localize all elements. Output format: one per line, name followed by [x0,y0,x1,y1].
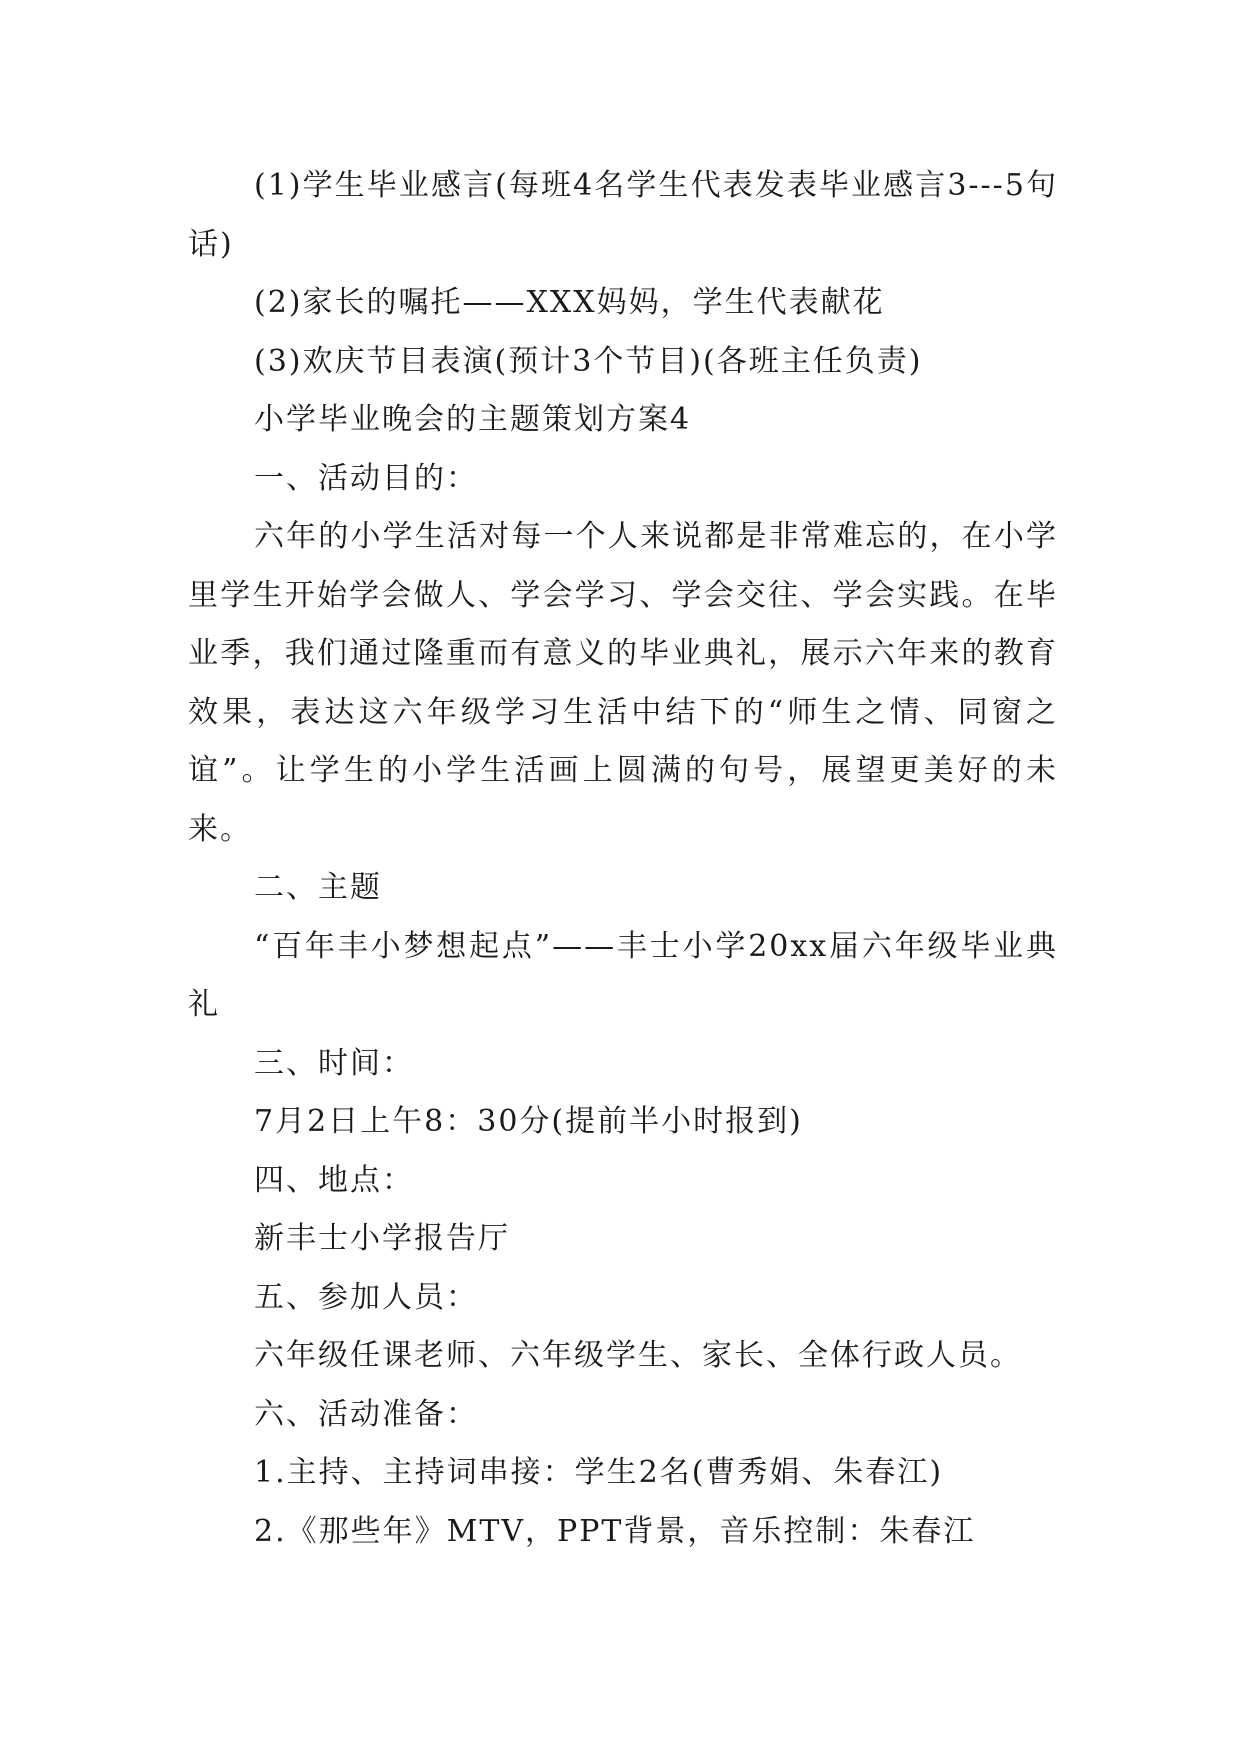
heading-participants: 五、参加人员： [254,1279,478,1315]
heading-activity-purpose: 一、活动目的： [254,460,478,496]
paragraph-theme: “百年丰小梦想起点”——丰士小学20xx届六年级毕业典礼 [188,928,1058,1022]
heading-time: 三、时间： [254,1045,414,1081]
paragraph-time: 7月2日上午8：30分(提前半小时报到) [254,1104,803,1139]
paragraph-preparation-hosts: 1.主持、主持词串接：学生2名(曹秀娟、朱春江) [254,1455,944,1490]
paragraph-activity-purpose: 六年的小学生活对每一个人来说都是非常难忘的，在小学里学生开始学会做人、学会学习、学会交往、学会实践。在毕业季，我们通过隆重而有意义的毕业典礼，展示六年来的教育效果，表达这六年级学习生活中结下的“师生之情、同窗之谊”。让学生的小学生活画上圆满的句号，展望更美好的未来。 [188,519,1058,847]
section-title-plan-4: 小学毕业晚会的主题策划方案4 [254,402,692,437]
paragraph-graduation-speech: (1)学生毕业感言(每班4名学生代表发表毕业感言3---5句话) [188,168,1058,262]
heading-location: 四、地点： [254,1162,414,1198]
document-body [188,157,1058,1561]
paragraph-preparation-media: 2.《那些年》MTV，PPT背景，音乐控制：朱春江 [254,1513,976,1549]
paragraph-parent-message: (2)家长的嘱托——XXX妈妈，学生代表献花 [254,285,885,320]
paragraph-location: 新丰士小学报告厅 [254,1221,510,1256]
heading-theme: 二、主题 [254,870,382,905]
paragraph-performances: (3)欢庆节目表演(预计3个节目)(各班主任负责) [254,343,923,379]
paragraph-participants: 六年级任课老师、六年级学生、家长、全体行政人员。 [254,1338,1022,1373]
heading-preparation: 六、活动准备： [254,1396,478,1432]
